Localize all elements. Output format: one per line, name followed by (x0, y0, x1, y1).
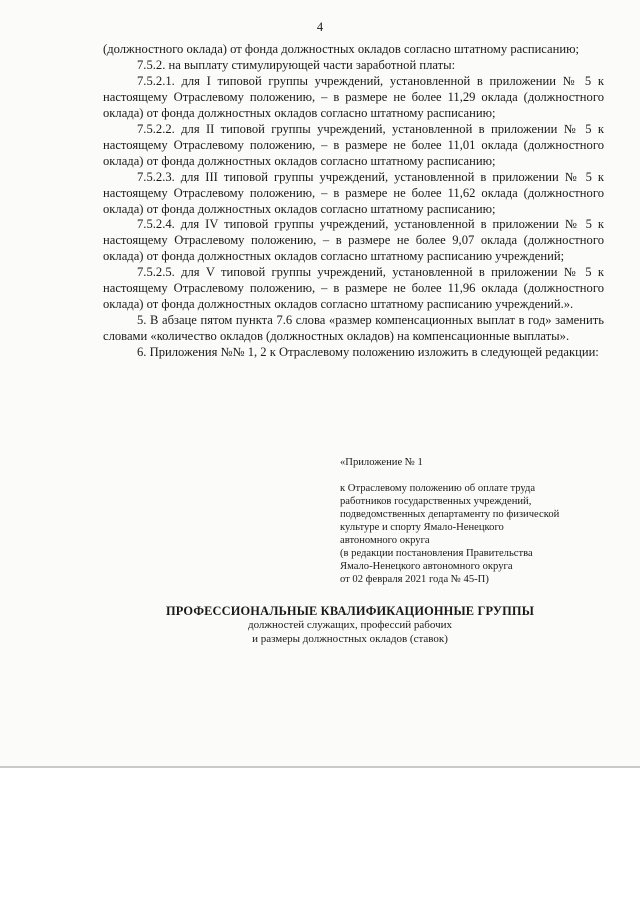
paragraph-8: 6. Приложения №№ 1, 2 к Отраслевому положению изложить в следующей редакции: (137, 345, 599, 360)
appendix-line: (в редакции постановления Правительства (340, 548, 533, 559)
section-title: ПРОФЕССИОНАЛЬНЫЕ КВАЛИФИКАЦИОННЫЕ ГРУППЫ (165, 604, 535, 618)
paragraph-2: 7.5.2.1. для I типовой группы учреждений, установленной в приложении № 5 к настоящему Отраслевому положению, – в размере не более 11,29 оклада (должностного оклада) от фонда должностных окладов согласно штатному расписанию; (103, 73, 604, 120)
appendix-block (340, 456, 602, 586)
scan-bottom-edge (0, 766, 640, 768)
appendix-line: культуре и спорту Ямало-Ненецкого (340, 522, 504, 533)
document-body (103, 42, 604, 361)
appendix-line: от 02 февраля 2021 года № 45-П) (340, 574, 489, 585)
section-subtitle-line: должностей служащих, профессий рабочих (247, 619, 453, 631)
appendix-line: к Отраслевому положению об оплате труда (340, 483, 536, 494)
page-number: 4 (316, 20, 324, 34)
paragraph-0: (должностного оклада) от фонда должностных окладов согласно штатному расписанию; (103, 42, 580, 56)
appendix-heading: «Приложение № 1 (340, 457, 423, 468)
appendix-spacer (340, 469, 602, 482)
appendix-line: работников государственных учреждений, (340, 496, 532, 507)
section-subtitle (60, 619, 640, 646)
paragraph-5: 7.5.2.4. для IV типовой группы учреждений, установленной в приложении № 5 к настоящему Отраслевому положению, – в размере не более 9,07 оклада (должностного оклада) от фонда должностных окладов согласно штатному расписанию учреждений; (103, 217, 604, 264)
section-subtitle-line: и размеры должностных окладов (ставок) (252, 632, 448, 645)
paragraph-6: 7.5.2.5. для V типовой группы учреждений, установленной в приложении № 5 к настоящему Отраслевому положению, – в размере не более 11,96 оклада (должностного оклада) от фонда должностных окладов согласно штатному расписанию учреждений.». (103, 265, 604, 312)
paragraph-3: 7.5.2.2. для II типовой группы учреждений, установленной в приложении № 5 к настоящему Отраслевому положению, – в размере не более 11,01 оклада (должностного оклада) от фонда должностных окладов согласно штатному расписанию; (103, 121, 604, 168)
appendix-line: Ямало-Ненецкого автономного округа (340, 561, 513, 572)
paragraph-7: 5. В абзаце пятом пункта 7.6 слова «размер компенсационных выплат в год» заменить словами «количество окладов (должностных окладов) на компенсационные выплаты». (103, 313, 604, 344)
appendix-line: подведомственных департаменту по физической (340, 509, 560, 520)
appendix-line: автономного округа (340, 535, 430, 546)
paragraph-4: 7.5.2.3. для III типовой группы учреждений, установленной в приложении № 5 к настоящему Отраслевому положению, – в размере не более 11,62 оклада (должностного оклада) от фонда должностных окладов согласно штатному расписанию; (103, 169, 604, 216)
paragraph-1: 7.5.2. на выплату стимулирующей части заработной платы: (137, 57, 456, 72)
